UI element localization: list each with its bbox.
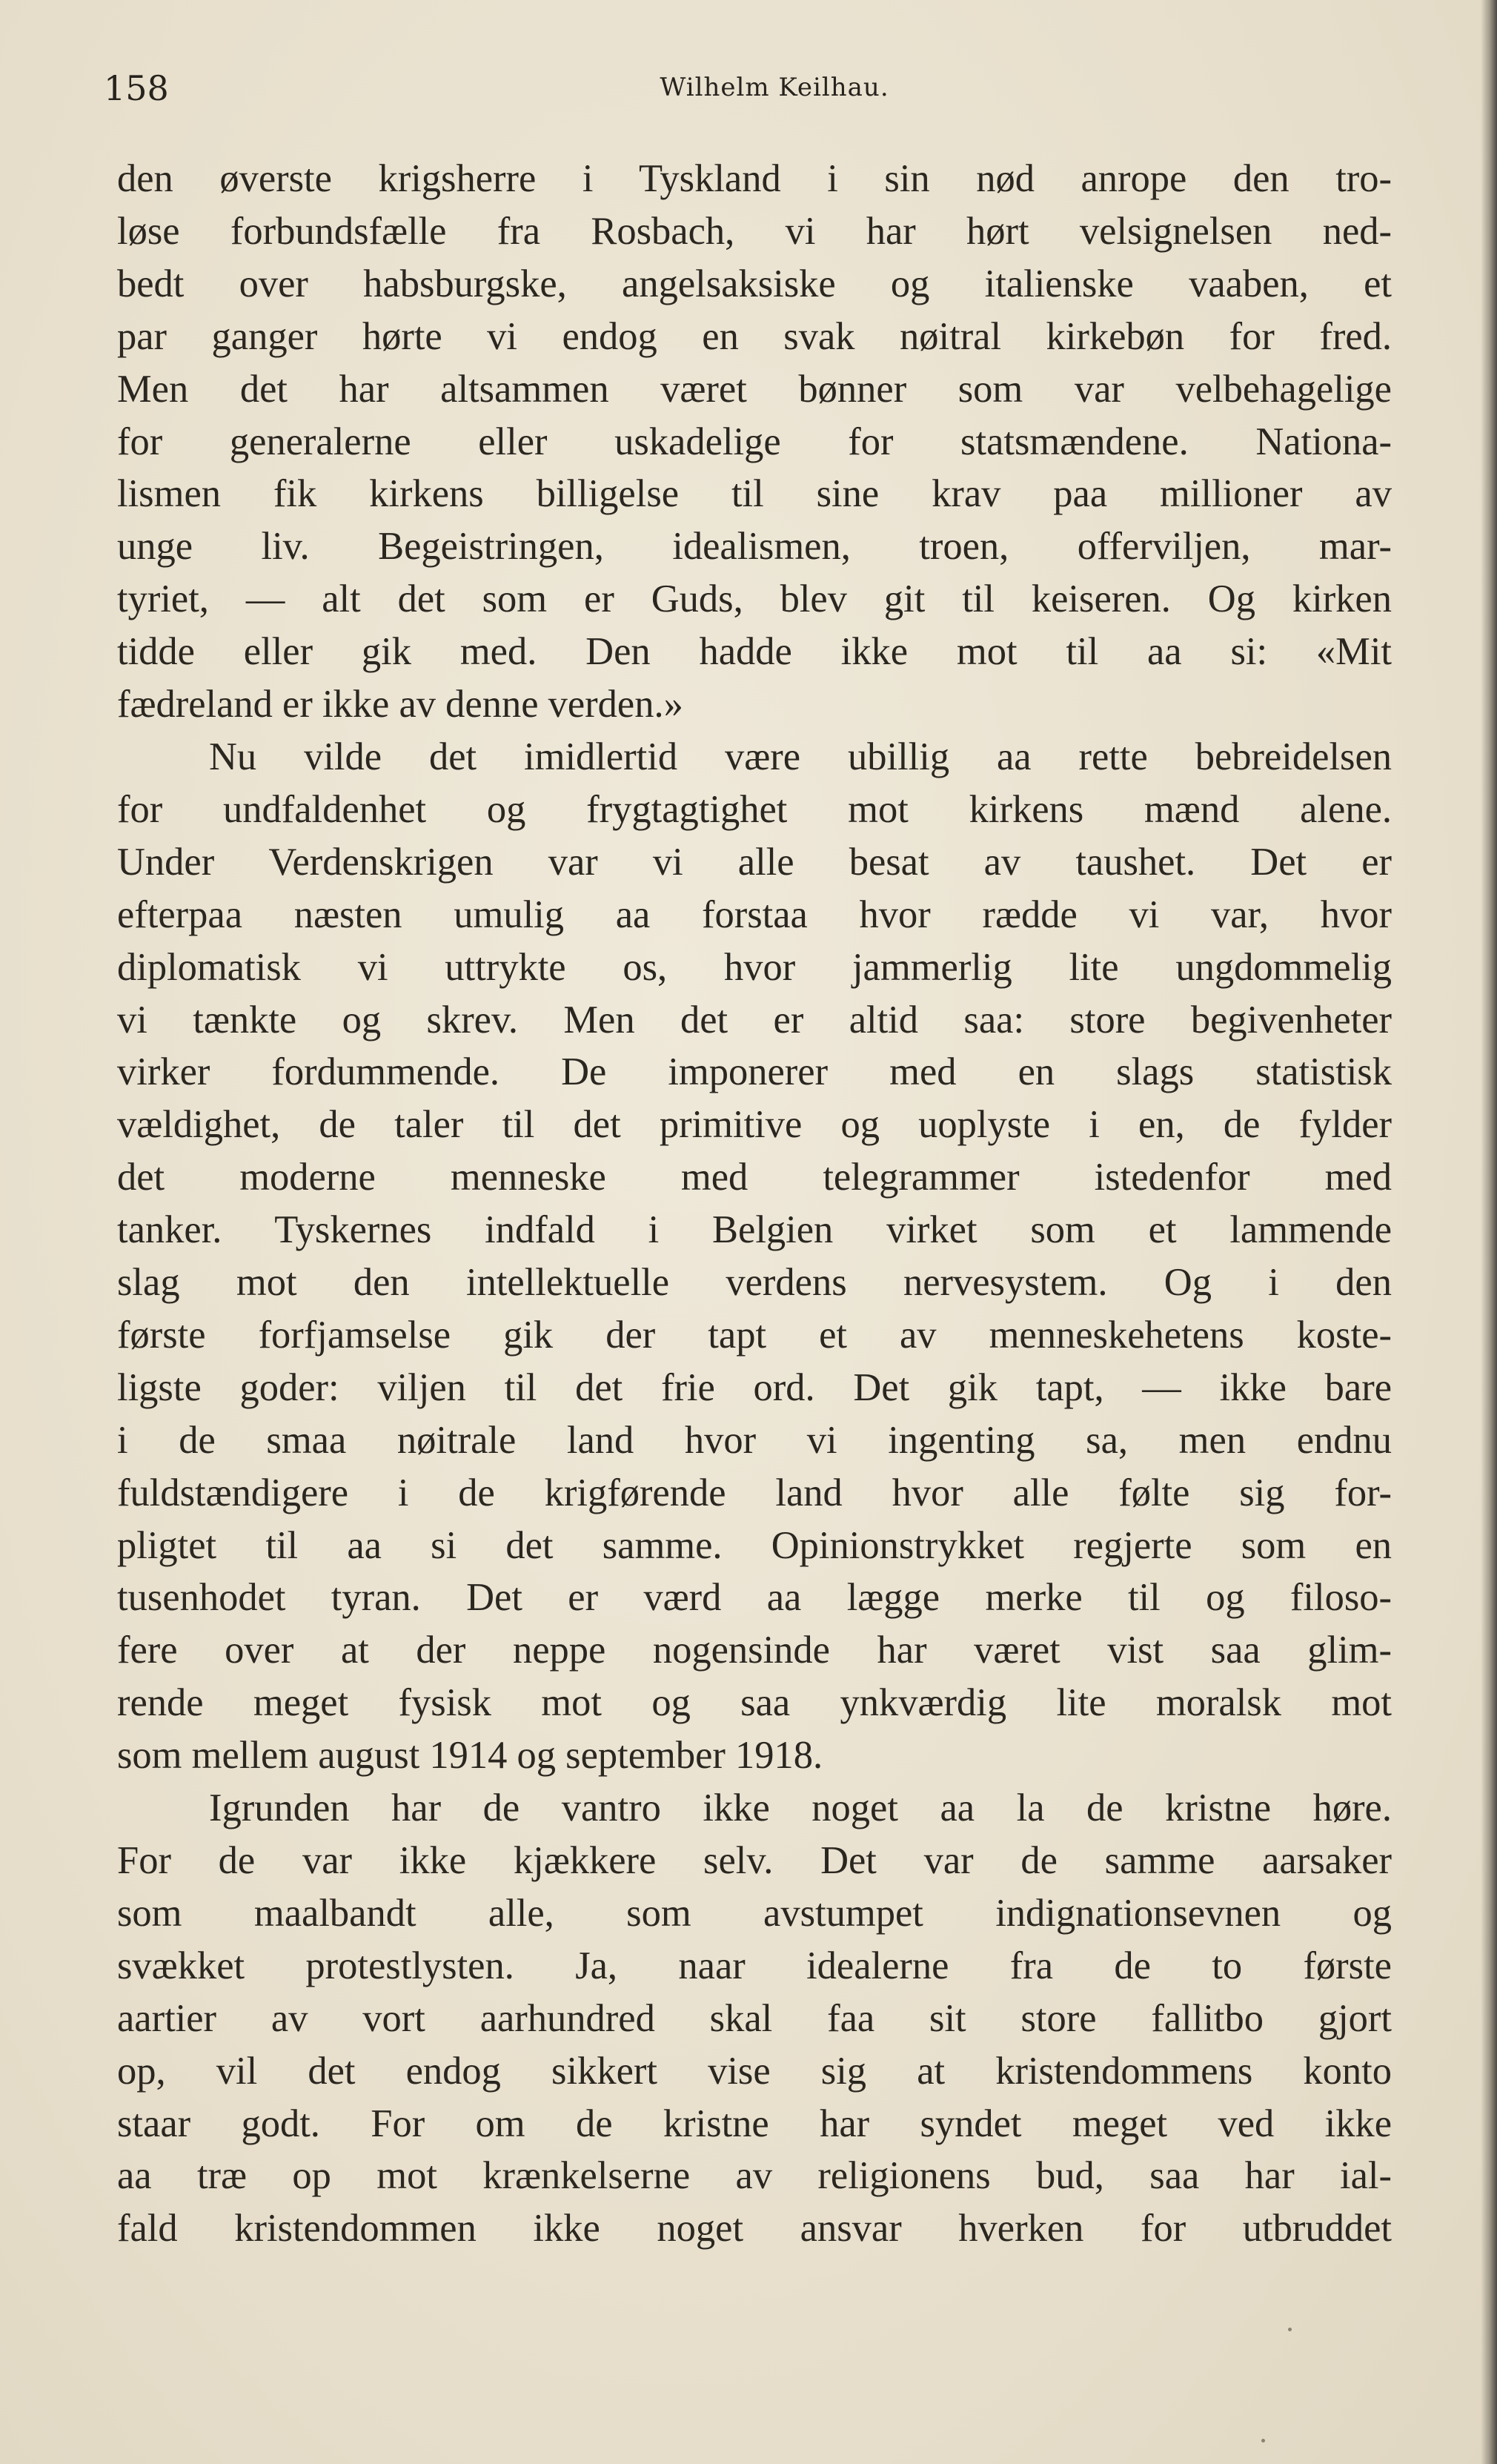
text-line: aa træ op mot krænkelserne av religionens bud, saa har ial- [117,2154,1392,2198]
text-line: tidde eller gik med. Den hadde ikke mot til aa si: «Mit [117,630,1392,674]
text-line: unge liv. Begeistringen, idealismen, troen, offerviljen, mar- [117,525,1392,569]
text-line: for generalerne eller uskadelige for statsmændene. Nationa- [117,420,1392,463]
text-line: tanker. Tyskernes indfald i Belgien virket som et lammende [117,1208,1392,1252]
text-line: som mellem august 1914 og september 1918. [117,1734,823,1778]
text-line: diplomatisk vi uttrykte os, hvor jammerlig lite ungdommelig [117,945,1392,989]
text-line: fere over at der neppe nogensinde har været vist saa glim- [117,1629,1392,1672]
text-line: For de var ikke kjækkere selv. Det var de samme aarsaker [117,1839,1392,1882]
text-line: bedt over habsburgske, angelsaksiske og italienske vaaben, et [117,262,1392,305]
page-number: 158 [104,68,169,108]
text-line: efterpaa næsten umulig aa forstaa hvor rædde vi var, hvor [117,892,1392,936]
text-line: rende meget fysisk mot og saa ynkværdig lite moralsk mot [117,1681,1392,1725]
text-line: løse forbundsfælle fra Rosbach, vi har hørt velsignelsen ned- [117,209,1392,253]
text-line: som maalbandt alle, som avstumpet indignationsevnen og [117,1891,1392,1935]
text-line: pligtet til aa si det samme. Opinionstrykket regjerte som en [117,1523,1392,1567]
text-line: Men det har altsammen været bønner som var velbehagelige [117,367,1392,411]
text-line: ligste goder: viljen til det frie ord. Det gik tapt, — ikke bare [117,1365,1392,1409]
text-line: virker fordummende. De imponerer med en slags statistisk [117,1050,1392,1094]
text-line: op, vil det endog sikkert vise sig at kristendommens konto [117,2049,1392,2093]
text-line: fald kristendommen ikke noget ansvar hverken for utbruddet [117,2207,1392,2251]
text-line: vældighet, de taler til det primitive og uoplyste i en, de fylder [117,1103,1392,1147]
text-line: tusenhodet tyran. Det er værd aa lægge merke til og filoso- [117,1576,1392,1620]
text-line: fuldstændigere i de krigførende land hvor alle følte sig for- [117,1471,1392,1514]
text-line: svækket protestlysten. Ja, naar idealerne fra de to første [117,1944,1392,1987]
text-line: Under Verdenskrigen var vi alle besat av taushet. Det er [117,840,1392,884]
paper-speck [1261,2439,1265,2443]
text-line: par ganger hørte vi endog en svak nøitral kirkebøn for fred. [117,314,1392,358]
text-line: lismen fik kirkens billigelse til sine krav paa millioner av [117,472,1392,516]
paragraph-start-line: Igrunden har de vantro ikke noget aa la de kristne høre. [209,1786,1392,1830]
body-text [117,153,1392,2255]
running-head: Wilhelm Keilhau. [660,73,889,102]
text-line: staar godt. For om de kristne har syndet meget ved ikke [117,2102,1392,2145]
text-line: tyriet, — alt det som er Guds, blev git til keiseren. Og kirken [117,577,1392,621]
page-edge-shadow [1481,0,1497,2464]
text-line: slag mot den intellektuelle verdens nervesystem. Og i den [117,1261,1392,1305]
text-line: for undfaldenhet og frygtagtighet mot kirkens mænd alene. [117,787,1392,831]
text-line: den øverste krigsherre i Tyskland i sin nød anrope den tro- [117,157,1392,200]
page-header [104,68,1401,113]
paper-speck [1288,2328,1292,2331]
text-line: første forfjamselse gik der tapt et av menneskehetens koste- [117,1313,1392,1357]
text-line: det moderne menneske med telegrammer istedenfor med [117,1156,1392,1199]
text-line: vi tænkte og skrev. Men det er altid saa: store begivenheter [117,998,1392,1041]
paragraph-start-line: Nu vilde det imidlertid være ubillig aa rette bebreidelsen [209,735,1392,778]
text-line: aartier av vort aarhundred skal faa sit store fallitbo gjort [117,1996,1392,2040]
text-line: fædreland er ikke av denne verden.» [117,683,683,726]
text-line: i de smaa nøitrale land hvor vi ingenting sa, men endnu [117,1418,1392,1462]
